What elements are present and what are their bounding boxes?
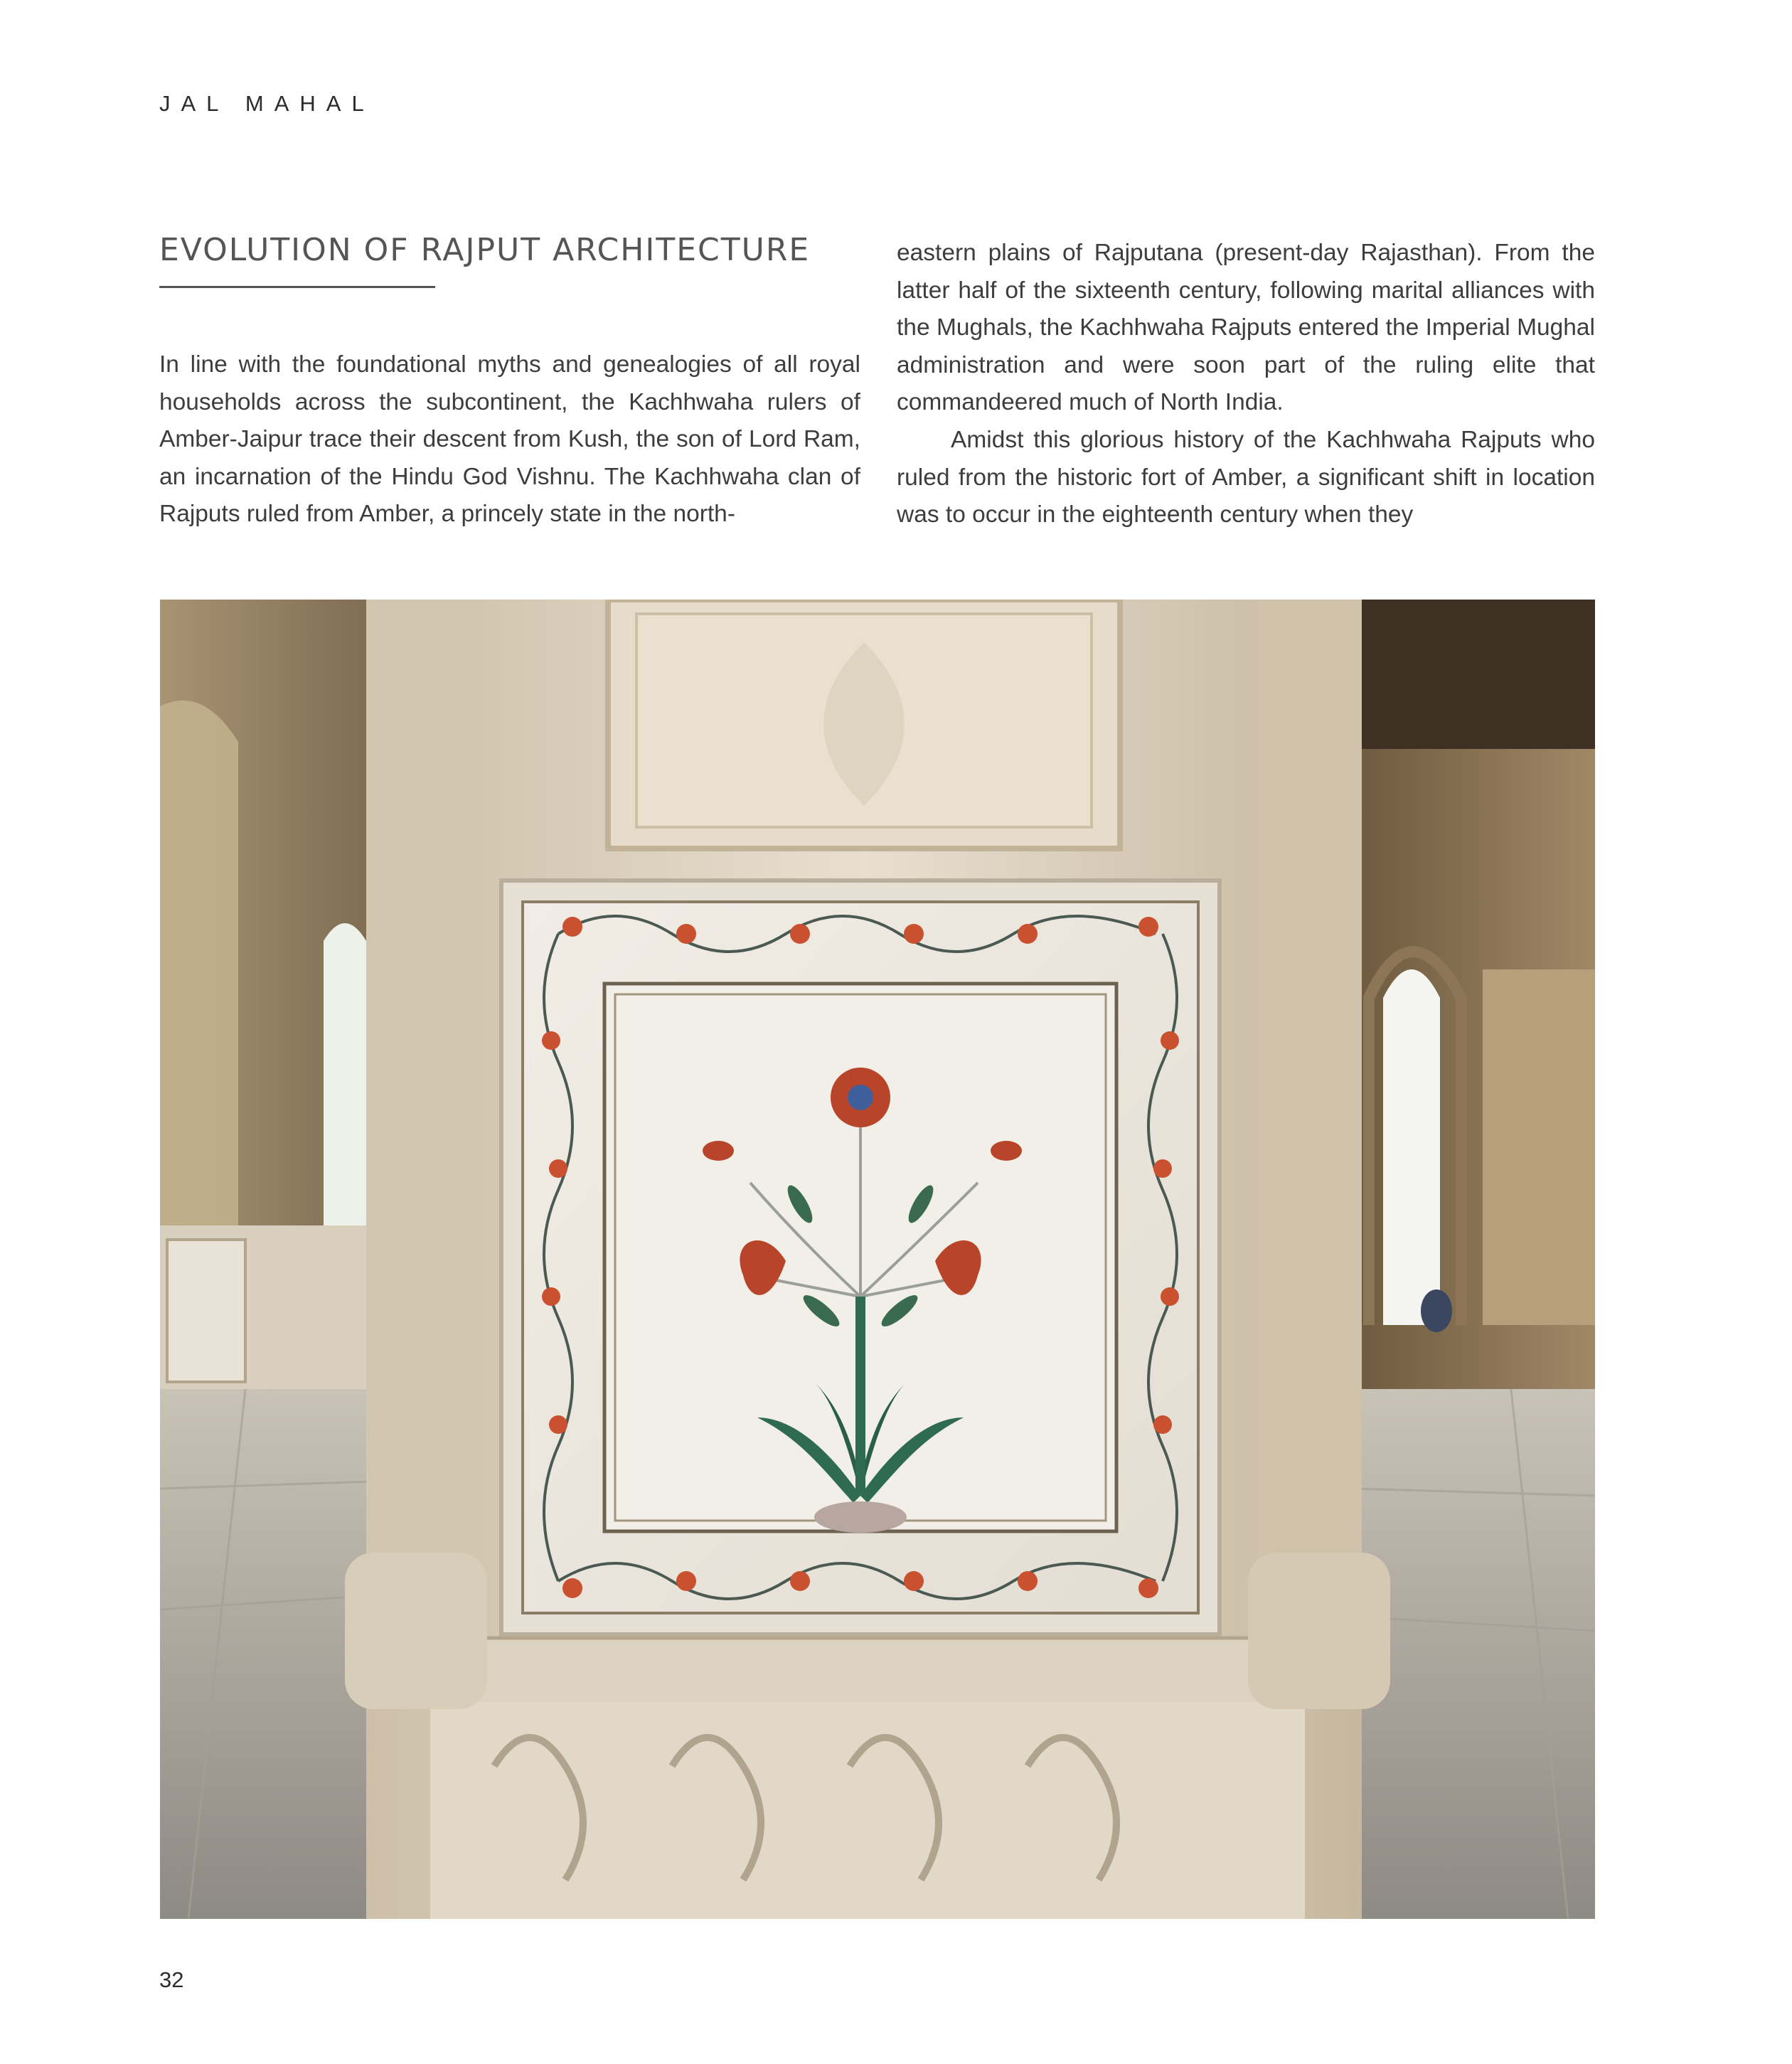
title-rule (159, 286, 435, 288)
section-title: EVOLUTION OF RAJPUT ARCHITECTURE (159, 232, 811, 268)
right-paragraph-1: eastern plains of Rajputana (present-day Rajasthan). From the latter half of the sixteenth century, following marital alliances with the Mughals, the Kachhwaha Rajputs entered the Imperial Mughal administration and were soon part of the ruling elite that commandeered much of North India. (897, 240, 1595, 416)
seated-figure (1421, 1289, 1452, 1332)
photo-illustration (160, 600, 1595, 1919)
left-paragraph: In line with the foundational myths and genealogies of all royal households across the subcontinent, the Kachhwaha rulers of Amber-Jaipur trace their descent from Kush, the son of Lord Ram, an incarnation of the Hindu God Vishnu. The Kachhwaha clan of Rajputs ruled from Amber, a princely state in the north- (159, 351, 860, 528)
right-paragraph-2: Amidst this glorious history of the Kachhwaha Rajputs who ruled from the historic fort of Amber, a significant shift in location was to occur in the eighteenth century when they (897, 426, 1595, 528)
left-column (159, 346, 860, 533)
marble-pillar-photo (160, 600, 1595, 1919)
running-head: JAL MAHAL (159, 91, 375, 116)
right-column (897, 235, 1595, 534)
page-number: 32 (159, 1967, 184, 1992)
